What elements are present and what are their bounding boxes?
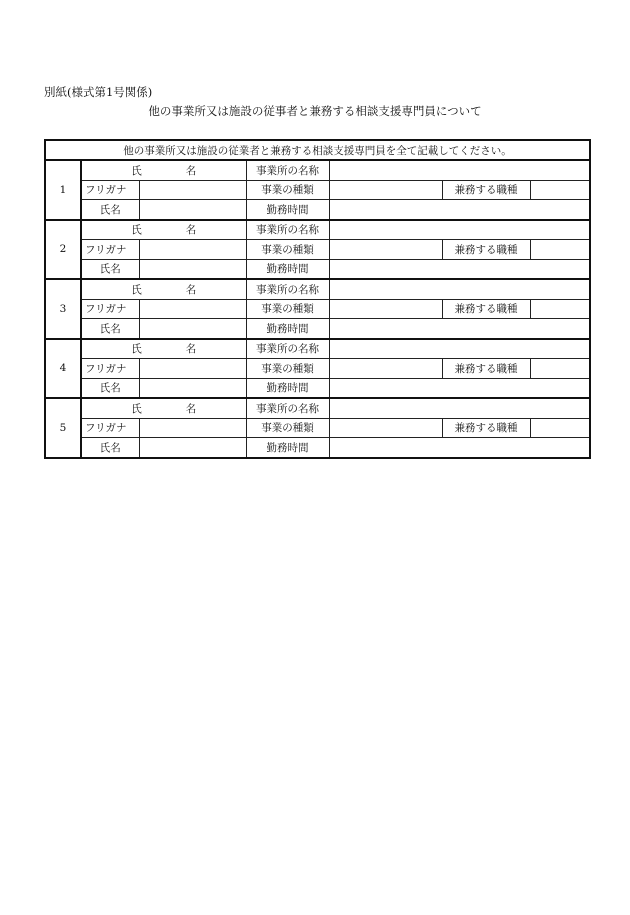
- annex-label: 別紙(様式第1号関係): [44, 85, 153, 99]
- name-field[interactable]: [139, 259, 246, 279]
- entry-row-furigana: [45, 180, 590, 200]
- entry-row-name: [45, 220, 590, 240]
- entry-row-furigana: [45, 240, 590, 260]
- work-hours-field[interactable]: [329, 259, 590, 279]
- business-type-field[interactable]: [329, 180, 442, 200]
- concurrent-job-label: 兼務する職種: [442, 359, 530, 379]
- work-hours-label: 勤務時間: [246, 438, 329, 458]
- name-header-cell: [81, 220, 246, 240]
- name-label-part2: 名: [185, 283, 197, 296]
- work-hours-label: 勤務時間: [246, 200, 329, 220]
- business-type-label: 事業の種類: [246, 299, 329, 319]
- name-label-part1: 氏: [131, 224, 142, 237]
- office-name-field[interactable]: [329, 398, 590, 418]
- business-type-label: 事業の種類: [246, 180, 329, 200]
- entry-row-hours: [45, 378, 590, 398]
- entry-row-hours: [45, 259, 590, 279]
- entry-number: 2: [45, 220, 81, 280]
- furigana-label: フリガナ: [81, 240, 139, 260]
- name-short-label: 氏名: [81, 319, 139, 339]
- furigana-label: フリガナ: [81, 418, 139, 438]
- concurrent-job-label: 兼務する職種: [442, 180, 530, 200]
- office-name-field[interactable]: [329, 339, 590, 359]
- entry-row-name: [45, 339, 590, 359]
- office-name-label: 事業所の名称: [246, 279, 329, 299]
- office-name-field[interactable]: [329, 220, 590, 240]
- work-hours-label: 勤務時間: [246, 319, 329, 339]
- name-field[interactable]: [139, 319, 246, 339]
- business-type-field[interactable]: [329, 299, 442, 319]
- entry-row-name: [45, 398, 590, 418]
- furigana-field[interactable]: [139, 299, 246, 319]
- entry-row-name: [45, 279, 590, 299]
- work-hours-field[interactable]: [329, 378, 590, 398]
- name-short-label: 氏名: [81, 200, 139, 220]
- office-name-field[interactable]: [329, 160, 590, 180]
- concurrent-staff-table: [44, 139, 591, 459]
- name-short-label: 氏名: [81, 259, 139, 279]
- name-header-cell: [81, 279, 246, 299]
- entry-number: 1: [45, 160, 81, 220]
- entry-row-furigana: [45, 359, 590, 379]
- work-hours-field[interactable]: [329, 319, 590, 339]
- office-name-field[interactable]: [329, 279, 590, 299]
- concurrent-job-label: 兼務する職種: [442, 299, 530, 319]
- name-field[interactable]: [139, 378, 246, 398]
- business-type-field[interactable]: [329, 359, 442, 379]
- name-label-part1: 氏: [131, 402, 142, 415]
- furigana-field[interactable]: [139, 240, 246, 260]
- name-label-part1: 氏: [131, 164, 142, 177]
- concurrent-job-field[interactable]: [530, 180, 590, 200]
- office-name-label: 事業所の名称: [246, 398, 329, 418]
- concurrent-job-field[interactable]: [530, 240, 590, 260]
- business-type-field[interactable]: [329, 240, 442, 260]
- name-label-part2: 名: [185, 402, 197, 415]
- name-field[interactable]: [139, 200, 246, 220]
- name-label-part1: 氏: [131, 283, 142, 296]
- entry-row-hours: [45, 319, 590, 339]
- concurrent-job-field[interactable]: [530, 418, 590, 438]
- entry-row-furigana: [45, 299, 590, 319]
- business-type-label: 事業の種類: [246, 240, 329, 260]
- entry-number: 3: [45, 279, 81, 339]
- name-label-part2: 名: [185, 164, 197, 177]
- concurrent-job-label: 兼務する職種: [442, 418, 530, 438]
- entry-row-hours: [45, 438, 590, 458]
- concurrent-job-label: 兼務する職種: [442, 240, 530, 260]
- work-hours-field[interactable]: [329, 200, 590, 220]
- furigana-field[interactable]: [139, 180, 246, 200]
- concurrent-job-field[interactable]: [530, 299, 590, 319]
- furigana-label: フリガナ: [81, 299, 139, 319]
- name-short-label: 氏名: [81, 438, 139, 458]
- name-header-cell: [81, 339, 246, 359]
- name-field[interactable]: [139, 438, 246, 458]
- business-type-label: 事業の種類: [246, 418, 329, 438]
- furigana-label: フリガナ: [81, 359, 139, 379]
- work-hours-label: 勤務時間: [246, 259, 329, 279]
- form-subtitle: 他の事業所又は施設の従事者と兼務する相談支援専門員について: [148, 104, 482, 118]
- entry-number: 4: [45, 339, 81, 399]
- name-short-label: 氏名: [81, 378, 139, 398]
- office-name-label: 事業所の名称: [246, 339, 329, 359]
- name-label-part1: 氏: [131, 343, 142, 356]
- office-name-label: 事業所の名称: [246, 160, 329, 180]
- entry-row-furigana: [45, 418, 590, 438]
- business-type-field[interactable]: [329, 418, 442, 438]
- name-header-cell: [81, 160, 246, 180]
- office-name-label: 事業所の名称: [246, 220, 329, 240]
- name-label-part2: 名: [185, 224, 197, 237]
- entry-number: 5: [45, 398, 81, 458]
- furigana-field[interactable]: [139, 359, 246, 379]
- concurrent-job-field[interactable]: [530, 359, 590, 379]
- work-hours-label: 勤務時間: [246, 378, 329, 398]
- entry-row-name: [45, 160, 590, 180]
- entry-row-hours: [45, 200, 590, 220]
- table-header: 他の事業所又は施設の従業者と兼務する相談支援専門員を全て記載してください。: [45, 140, 590, 160]
- furigana-field[interactable]: [139, 418, 246, 438]
- work-hours-field[interactable]: [329, 438, 590, 458]
- business-type-label: 事業の種類: [246, 359, 329, 379]
- name-header-cell: [81, 398, 246, 418]
- furigana-label: フリガナ: [81, 180, 139, 200]
- name-label-part2: 名: [185, 343, 197, 356]
